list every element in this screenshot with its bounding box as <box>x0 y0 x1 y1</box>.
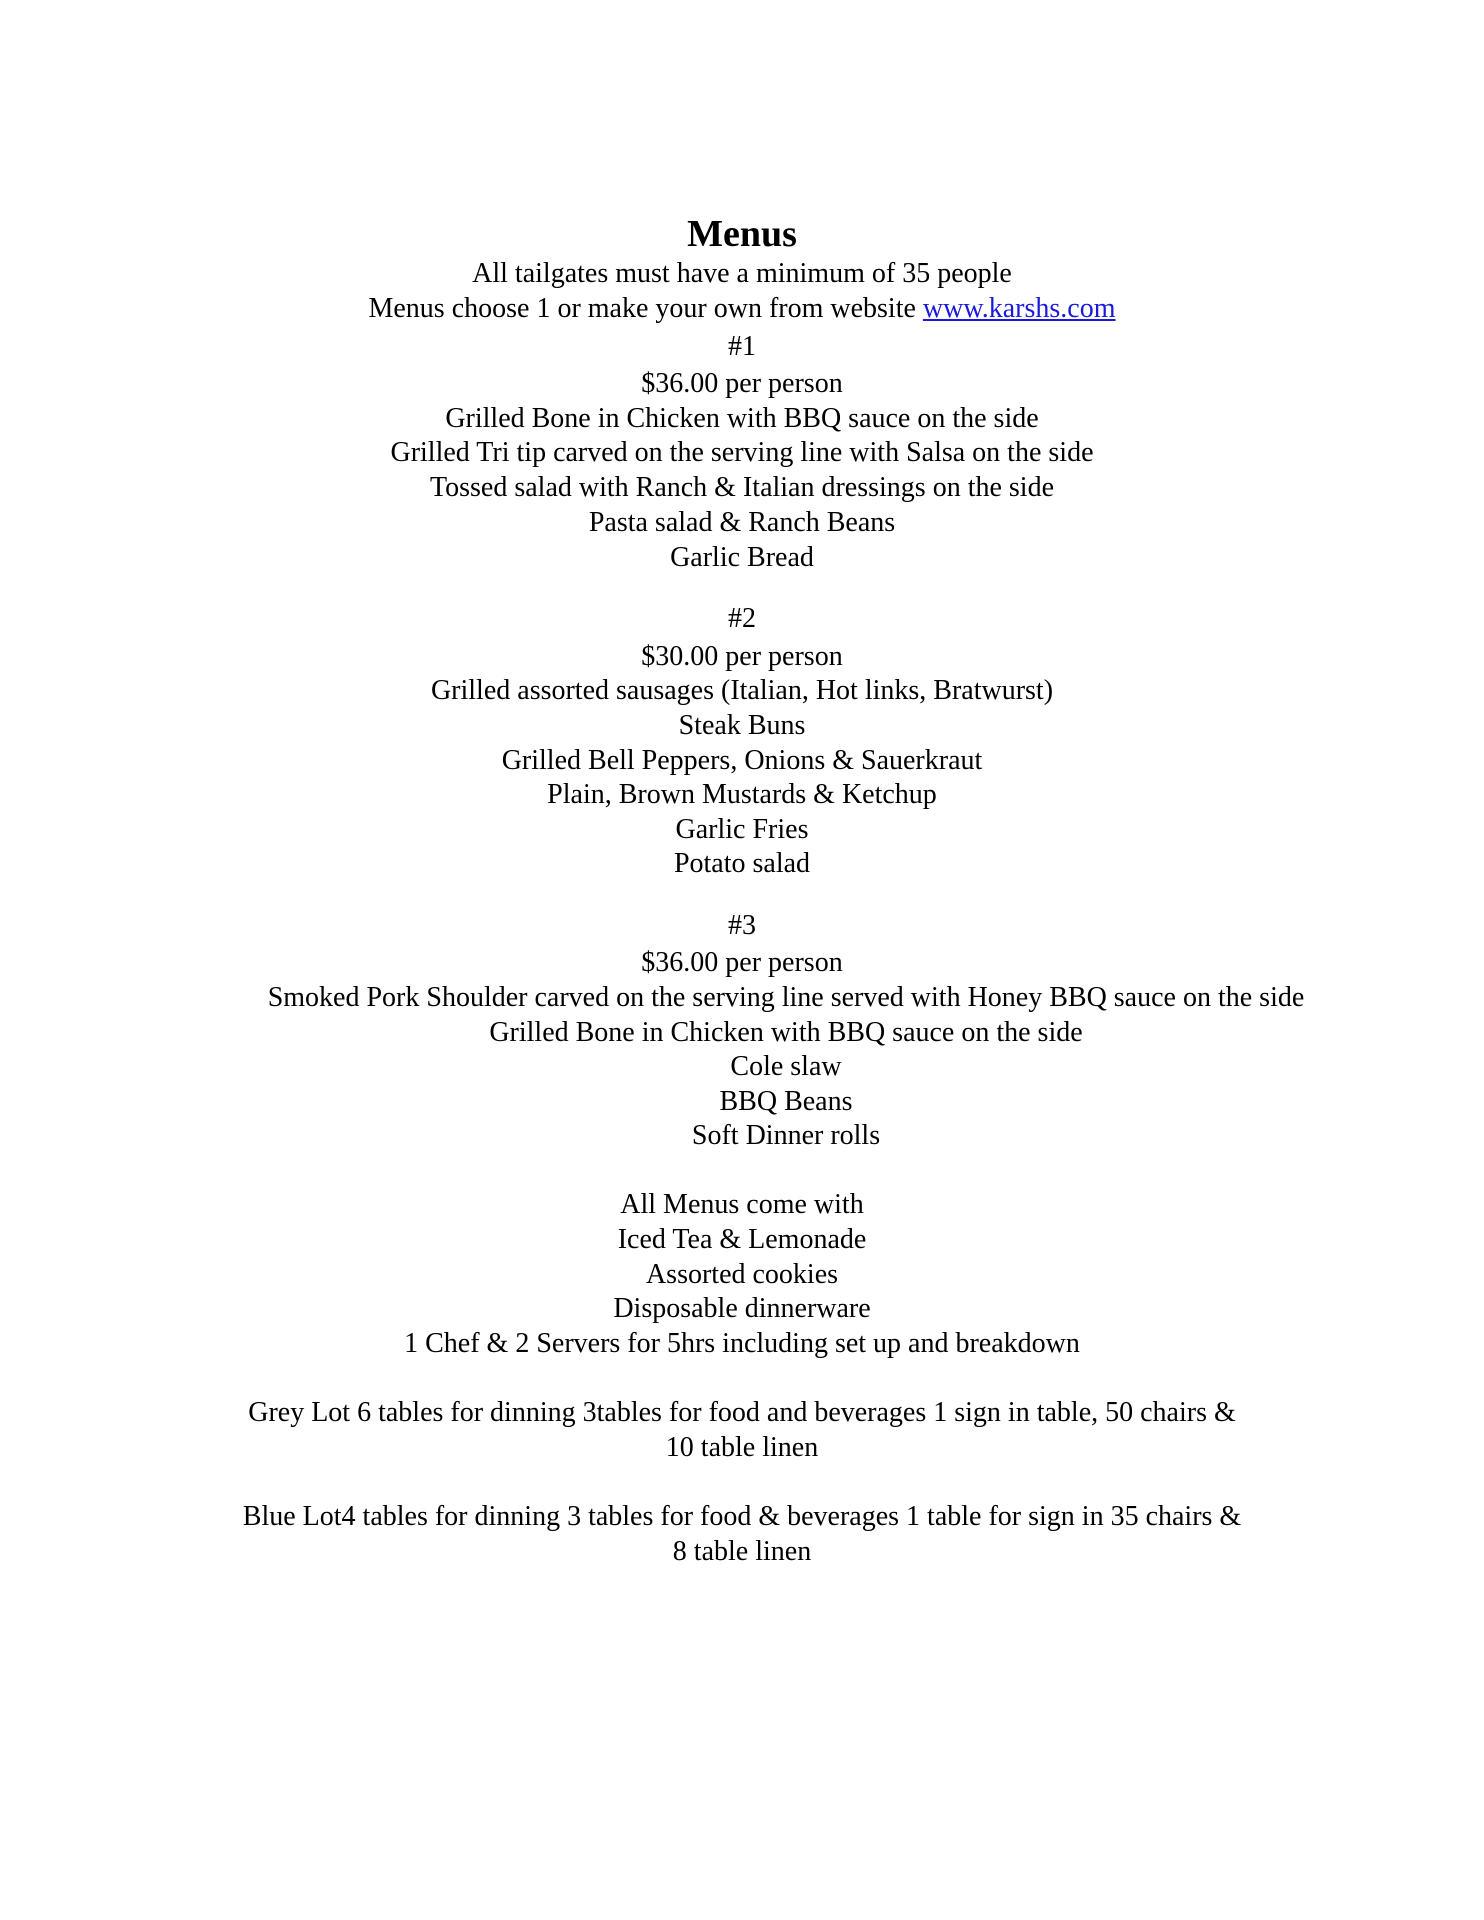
included-item: 1 Chef & 2 Servers for 5hrs including set up and breakdown <box>404 1328 1080 1359</box>
blue-lot-line: 8 table linen <box>672 1536 812 1567</box>
included-item: Iced Tea & Lemonade <box>617 1224 867 1255</box>
menu-3-item: Grilled Bone in Chicken with BBQ sauce on the side <box>489 1017 1083 1048</box>
menu-1-item: Grilled Bone in Chicken with BBQ sauce on the side <box>445 403 1039 434</box>
grey-lot-line: Grey Lot 6 tables for dinning 3tables for food and beverages 1 sign in table, 50 chairs & <box>248 1397 1236 1428</box>
grey-lot-line: 10 table linen <box>665 1432 819 1463</box>
menu-2-item: Garlic Fries <box>675 814 809 845</box>
menu-2-item: Grilled assorted sausages (Italian, Hot links, Bratwurst) <box>430 675 1054 706</box>
menu-3-item: BBQ Beans <box>719 1086 853 1117</box>
menu-1-item: Grilled Tri tip carved on the serving line with Salsa on the side <box>390 437 1094 468</box>
menu-3-price: $36.00 per person <box>641 947 843 978</box>
menu-1-item: Pasta salad & Ranch Beans <box>588 507 896 538</box>
choose-notice <box>0 292 1484 326</box>
menu-2-item: Grilled Bell Peppers, Onions & Sauerkraut <box>501 745 983 776</box>
menu-3-item: Cole slaw <box>730 1051 842 1082</box>
blue-lot-line: Blue Lot4 tables for dinning 3 tables for food & beverages 1 table for sign in 35 chairs & <box>242 1501 1242 1532</box>
website-link[interactable]: www.karshs.com <box>922 293 1116 324</box>
menu-2-number: #2 <box>728 603 756 634</box>
menu-1-item: Garlic Bread <box>670 542 814 573</box>
menu-2-price: $30.00 per person <box>641 641 843 672</box>
choose-text: Menus choose 1 or make your own from website <box>368 293 923 324</box>
menu-2-item: Plain, Brown Mustards & Ketchup <box>547 779 937 810</box>
page-title: Menus <box>687 213 797 255</box>
menu-1-price: $36.00 per person <box>641 368 843 399</box>
minimum-notice: All tailgates must have a minimum of 35 people <box>472 258 1012 289</box>
menu-3-item: Smoked Pork Shoulder carved on the serving line served with Honey BBQ sauce on the side <box>267 982 1305 1013</box>
menu-3-item: Soft Dinner rolls <box>691 1120 881 1151</box>
menu-2-item: Steak Buns <box>678 710 806 741</box>
menu-1-number: #1 <box>728 331 756 362</box>
menu-2-item: Potato salad <box>673 848 811 879</box>
included-heading: All Menus come with <box>620 1189 864 1220</box>
included-item: Disposable dinnerware <box>613 1293 871 1324</box>
included-item: Assorted cookies <box>645 1259 839 1290</box>
menu-1-item: Tossed salad with Ranch & Italian dressings on the side <box>429 472 1055 503</box>
menu-3-number: #3 <box>728 910 756 941</box>
